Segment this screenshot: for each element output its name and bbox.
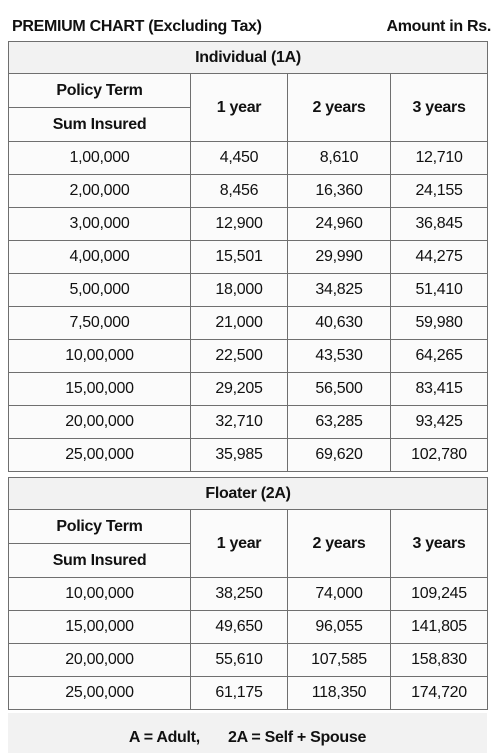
floater-table-block bbox=[8, 477, 487, 710]
table-row bbox=[9, 175, 488, 208]
sum-insured-cell: 10,00,000 bbox=[9, 578, 191, 611]
premium-cell: 59,980 bbox=[391, 307, 488, 340]
premium-cell: 38,250 bbox=[191, 578, 288, 611]
premium-cell: 24,155 bbox=[391, 175, 488, 208]
premium-cell: 174,720 bbox=[391, 677, 488, 710]
column-header-3-years: 3 years bbox=[391, 74, 488, 142]
premium-cell: 35,985 bbox=[191, 439, 288, 472]
premium-cell: 141,805 bbox=[391, 611, 488, 644]
premium-cell: 18,000 bbox=[191, 274, 288, 307]
legend-self-spouse: 2A = Self + Spouse bbox=[228, 729, 367, 746]
premium-cell: 107,585 bbox=[288, 644, 391, 677]
premium-cell: 74,000 bbox=[288, 578, 391, 611]
premium-cell: 102,780 bbox=[391, 439, 488, 472]
premium-cell: 61,175 bbox=[191, 677, 288, 710]
premium-cell: 118,350 bbox=[288, 677, 391, 710]
individual-premium-table bbox=[8, 41, 488, 472]
sum-insured-cell: 7,50,000 bbox=[9, 307, 191, 340]
premium-cell: 16,360 bbox=[288, 175, 391, 208]
floater-premium-table bbox=[8, 477, 488, 710]
premium-cell: 49,650 bbox=[191, 611, 288, 644]
premium-cell: 83,415 bbox=[391, 373, 488, 406]
premium-cell: 29,990 bbox=[288, 241, 391, 274]
table-row bbox=[9, 340, 488, 373]
table-row bbox=[9, 241, 488, 274]
premium-cell: 36,845 bbox=[391, 208, 488, 241]
sum-insured-cell: 4,00,000 bbox=[9, 241, 191, 274]
table-row bbox=[9, 142, 488, 175]
sum-insured-label: Sum Insured bbox=[9, 544, 191, 578]
sum-insured-label: Sum Insured bbox=[9, 108, 191, 142]
column-header-2-years: 2 years bbox=[288, 74, 391, 142]
legend-footer bbox=[8, 713, 487, 753]
table-row bbox=[9, 439, 488, 472]
premium-cell: 44,275 bbox=[391, 241, 488, 274]
floater-section-title: Floater (2A) bbox=[9, 478, 488, 510]
premium-cell: 24,960 bbox=[288, 208, 391, 241]
premium-cell: 158,830 bbox=[391, 644, 488, 677]
table-row bbox=[9, 644, 488, 677]
legend bbox=[8, 729, 487, 747]
premium-cell: 63,285 bbox=[288, 406, 391, 439]
sum-insured-cell: 20,00,000 bbox=[9, 644, 191, 677]
sum-insured-cell: 3,00,000 bbox=[9, 208, 191, 241]
premium-cell: 69,620 bbox=[288, 439, 391, 472]
premium-cell: 56,500 bbox=[288, 373, 391, 406]
individual-section-title: Individual (1A) bbox=[9, 42, 488, 74]
premium-cell: 51,410 bbox=[391, 274, 488, 307]
chart-header bbox=[0, 0, 495, 40]
table-row bbox=[9, 373, 488, 406]
premium-cell: 8,456 bbox=[191, 175, 288, 208]
premium-cell: 32,710 bbox=[191, 406, 288, 439]
premium-cell: 43,530 bbox=[288, 340, 391, 373]
sum-insured-cell: 1,00,000 bbox=[9, 142, 191, 175]
premium-cell: 22,500 bbox=[191, 340, 288, 373]
premium-cell: 12,900 bbox=[191, 208, 288, 241]
table-row bbox=[9, 307, 488, 340]
legend-adult: A = Adult, bbox=[128, 729, 200, 746]
premium-cell: 29,205 bbox=[191, 373, 288, 406]
table-row bbox=[9, 208, 488, 241]
column-header-1-year: 1 year bbox=[191, 74, 288, 142]
premium-cell: 21,000 bbox=[191, 307, 288, 340]
column-header-1-year: 1 year bbox=[191, 510, 288, 578]
table-row bbox=[9, 274, 488, 307]
premium-cell: 34,825 bbox=[288, 274, 391, 307]
table-row bbox=[9, 611, 488, 644]
sum-insured-cell: 2,00,000 bbox=[9, 175, 191, 208]
premium-cell: 96,055 bbox=[288, 611, 391, 644]
sum-insured-cell: 5,00,000 bbox=[9, 274, 191, 307]
sum-insured-cell: 25,00,000 bbox=[9, 439, 191, 472]
premium-cell: 55,610 bbox=[191, 644, 288, 677]
premium-cell: 8,610 bbox=[288, 142, 391, 175]
premium-cell: 93,425 bbox=[391, 406, 488, 439]
sum-insured-cell: 15,00,000 bbox=[9, 611, 191, 644]
policy-term-label: Policy Term bbox=[9, 510, 191, 544]
premium-cell: 40,630 bbox=[288, 307, 391, 340]
sum-insured-cell: 20,00,000 bbox=[9, 406, 191, 439]
chart-title: PREMIUM CHART (Excluding Tax) bbox=[12, 18, 262, 35]
column-header-3-years: 3 years bbox=[391, 510, 488, 578]
sum-insured-cell: 15,00,000 bbox=[9, 373, 191, 406]
premium-cell: 12,710 bbox=[391, 142, 488, 175]
amount-note: Amount in Rs. bbox=[386, 18, 491, 35]
column-header-2-years: 2 years bbox=[288, 510, 391, 578]
premium-cell: 4,450 bbox=[191, 142, 288, 175]
table-row bbox=[9, 677, 488, 710]
premium-cell: 109,245 bbox=[391, 578, 488, 611]
premium-cell: 64,265 bbox=[391, 340, 488, 373]
individual-table-block bbox=[8, 41, 487, 472]
sum-insured-cell: 25,00,000 bbox=[9, 677, 191, 710]
policy-term-label: Policy Term bbox=[9, 74, 191, 108]
premium-cell: 15,501 bbox=[191, 241, 288, 274]
table-row bbox=[9, 406, 488, 439]
sum-insured-cell: 10,00,000 bbox=[9, 340, 191, 373]
table-row bbox=[9, 578, 488, 611]
